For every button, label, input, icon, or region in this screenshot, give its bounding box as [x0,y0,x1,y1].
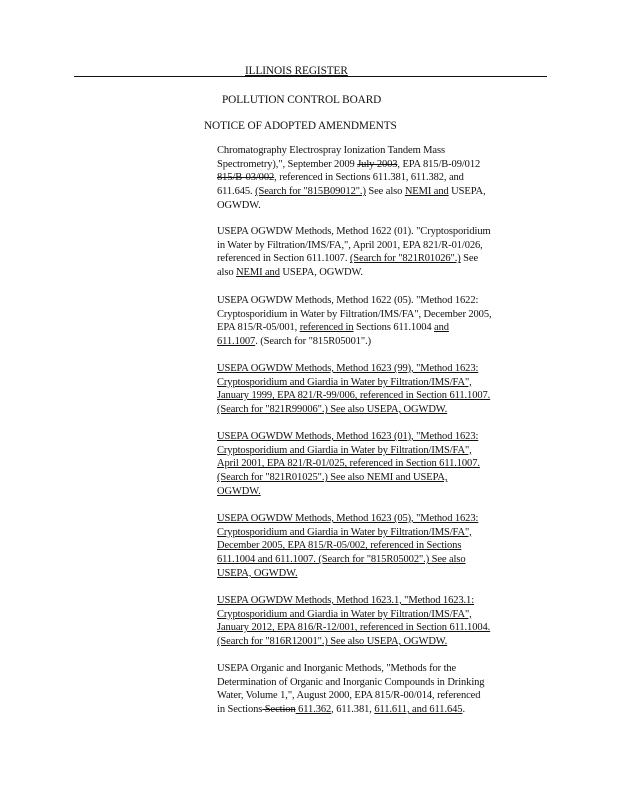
inserted-text: referenced in [299,322,354,334]
inserted-text: 611.1007 [217,336,256,348]
entry-text: 611.645. [217,186,256,198]
entry-method-1623-1 [217,594,549,649]
entry-line [217,430,549,444]
entry-line [217,621,549,635]
inserted-text: January 1999, EPA 821/R-99/006, referenced in Section 611.1007. [217,390,491,402]
entry-method-1622-01 [217,225,549,280]
entry-line [217,567,549,581]
entry-line [217,539,549,553]
inserted-text: (Search for "816R12001".) See also USEPA, OGWDW. [217,636,448,648]
inserted-text: USEPA, OGWDW. [217,567,298,579]
deleted-text: 815/B-03/002 [217,172,275,184]
entry-method-1694 [217,144,549,213]
entry-line [217,171,549,185]
entry-text: USEPA, [448,186,486,198]
entry-text: See [460,253,479,265]
entry-line [217,403,549,417]
entry-text: also [217,267,237,279]
entry-organic-inorganic-methods [217,662,549,717]
inserted-text: (Search for "821R01026".) [349,253,461,265]
entry-text: USEPA OGWDW Methods, Method 1622 (01). "Cryptosporidium [217,226,491,237]
entry-method-1623-01 [217,430,549,499]
entry-text: . (Search for "815R05001".) [255,336,371,348]
entry-line [217,376,549,390]
board-name: POLLUTION CONTROL BOARD [222,94,382,106]
notice-title: NOTICE OF ADOPTED AMENDMENTS [204,120,397,132]
entry-line [217,485,549,499]
entry-text: OGWDW. [217,199,261,211]
inserted-text: , [341,239,345,251]
entry-line [217,158,549,172]
inserted-text: Cryptosporidium and Giardia in Water by Filtration/IMS/FA", [217,376,472,388]
deleted-text: July 2003 [357,158,398,170]
entry-text: Spectrometry),", September 2009 [217,158,358,170]
entry-line [217,512,549,526]
entry-line [217,457,549,471]
inserted-text: (Search for "815B09012".) [255,186,366,198]
inserted-text: Cryptosporidium and Giardia in Water by Filtration/IMS/FA", [217,526,472,538]
entry-line [217,553,549,567]
entry-line [217,239,549,253]
entry-text: USEPA Organic and Inorganic Methods, "Methods for the [217,663,457,674]
inserted-text: (Search for "821R99006".) See also USEPA, OGWDW. [217,404,448,416]
entry-method-1623-05 [217,512,549,581]
inserted-text: 611.362 [295,704,332,716]
inserted-text: January 2012, EPA 816/R-12/001, referenced in Section 611.1004. [217,622,491,634]
inserted-text: USEPA OGWDW Methods, Method 1623 (05), "Method 1623: [217,513,479,524]
entry-line [217,252,549,266]
entry-text: in Water by Filtration/IMS/FA [217,239,342,251]
entry-text: . [462,704,465,716]
entry-text: USEPA, OGWDW. [279,267,363,279]
entry-line [217,471,549,485]
inserted-text: April 2001, EPA 821/R-01/025, referenced in Section 611.1007. [217,458,480,470]
entry-line [217,635,549,649]
entry-text: EPA 815/R-05/001, [217,322,300,334]
inserted-text: Cryptosporidium and Giardia in Water by Filtration/IMS/FA", [217,608,472,620]
entry-line [217,526,549,540]
inserted-text: Cryptosporidium and Giardia in Water by Filtration/IMS/FA", [217,444,472,456]
header-rule [74,76,547,77]
entry-line [217,199,549,213]
entry-line [217,225,549,239]
entry-line [217,608,549,622]
entry-line [217,362,549,376]
inserted-text: (Search for "821R01025".) See also NEMI and USEPA, [217,472,448,484]
entry-line [217,266,549,280]
entry-line [217,294,549,308]
entry-line [217,662,549,676]
entry-text: USEPA OGWDW Methods, Method 1622 (05). "Method 1622: [217,295,479,306]
entry-line [217,676,549,690]
entry-method-1622-05 [217,294,549,349]
inserted-text: NEMI and [236,267,280,279]
entry-text: Sections 611.1004 [353,322,435,334]
inserted-text: December 2005, EPA 815/R-05/002, referenced in Sections [217,540,462,552]
entry-text: See also [365,186,405,198]
entry-line [217,389,549,403]
entry-text: ", April 2001, EPA 821/R-01/026, [344,239,483,251]
deleted-text: Section [262,704,296,716]
inserted-text: OGWDW. [217,485,261,497]
entry-line [217,308,549,322]
register-title: ILLINOIS REGISTER [245,65,348,77]
inserted-text: and [434,322,449,334]
entry-text: , EPA 815/B-09/012 [397,158,481,170]
entry-text: , 611.381, [331,704,375,716]
entry-line [217,594,549,608]
inserted-text: USEPA OGWDW Methods, Method 1623 (99), "Method 1623: [217,363,479,374]
entry-line [217,444,549,458]
entry-line [217,144,549,158]
inserted-text: 611.611, and 611.645 [374,704,463,716]
entry-text: Cryptosporidium in Water by Filtration/IMS/FA", December 2005, [217,308,492,320]
entry-text: referenced in Section 611.1007. [217,253,350,265]
inserted-text: 611.1004 and 611.1007. (Search for "815R05002".) See also [217,554,466,566]
entry-method-1623-99 [217,362,549,417]
inserted-text: USEPA OGWDW Methods, Method 1623.1, "Method 1623.1: [217,595,475,606]
entry-line [217,335,549,349]
entry-text: , referenced in Sections 611.381, 611.382, and [274,172,464,184]
entry-text: in Sections [217,704,263,716]
entry-text: Chromatography Electrospray Ionization Tandem Mass [217,145,445,156]
entry-text: Water, Volume 1,", August 2000, EPA 815/R-00/014, referenced [217,690,481,702]
entry-line [217,321,549,335]
entry-line [217,185,549,199]
inserted-text: NEMI and [404,186,449,198]
entry-line [217,703,549,717]
inserted-text: USEPA OGWDW Methods, Method 1623 (01), "Method 1623: [217,431,479,442]
entry-line [217,689,549,703]
entry-text: Determination of Organic and Inorganic Compounds in Drinking [217,676,485,688]
